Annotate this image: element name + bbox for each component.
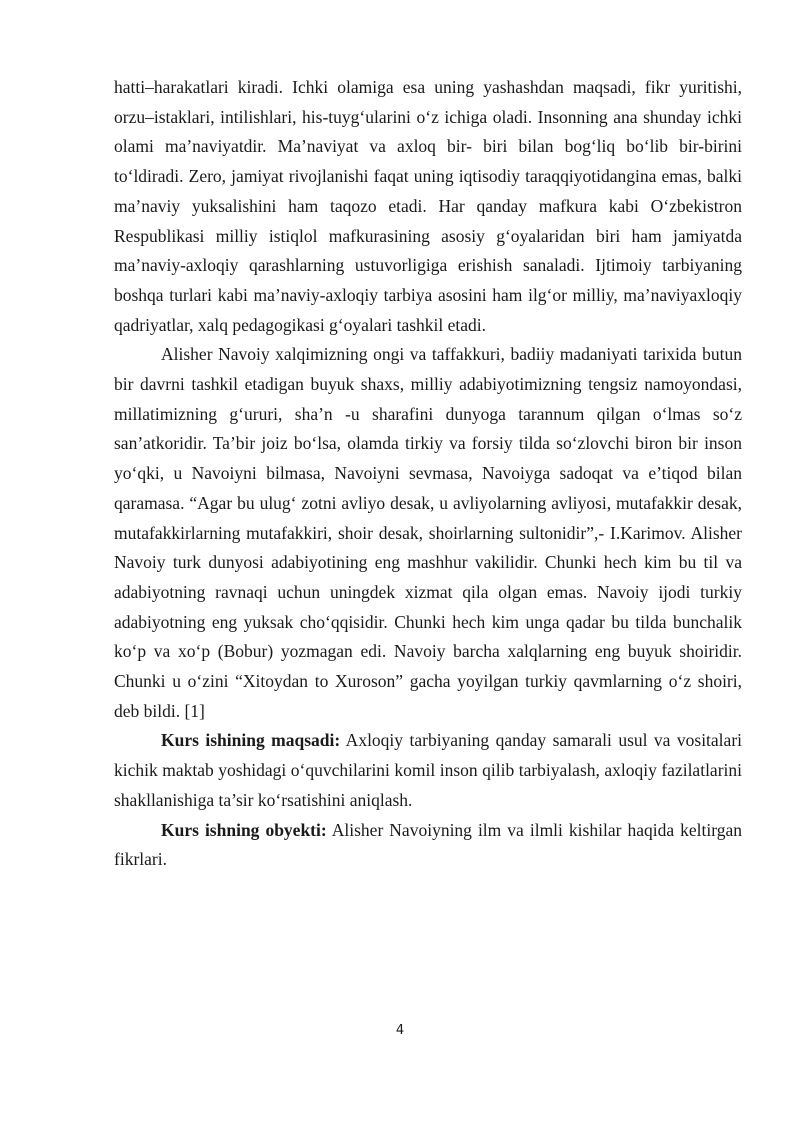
paragraph-text: hatti–harakatlari kiradi. Ichki olamiga esa uning yashashdan maqsadi, fikr yuritishi, orzu–istaklari, intilishlari, his-tuyg‘ularini o‘z ichiga oladi. Insonning ana shunday ichki olami ma’naviyatdir. Ma’naviyat va axloq bir- biri bilan bog‘liq bo‘lib bir-birini to‘ldiradi. Zero, jamiyat rivojlanishi faqat uning iqtisodiy taraqqiyotidangina emas, balki ma’naviy yuksalishini ham taqozo etadi. Har qanday mafkura kabi O‘zbekistron Respublikasi milliy istiqlol mafkurasining asosiy g‘oyalaridan biri ham jamiyatda ma’naviy-axloqiy qarashlarning ustuvorligiga erishish sanaladi. Ijtimoiy tarbiyaning boshqa turlari kabi ma’naviy-axloqiy tarbiya asosini ham ilg‘or milliy, ma’naviyaxloqiy qadriyatlar, xalq pedagogikasi g‘oyalari tashkil etadi. (114, 77, 742, 335)
paragraph-intro-continuation (114, 73, 742, 340)
paragraph-text: Alisher Navoiyning ilm va ilmli kishilar haqida keltirgan fikrlari. (114, 819, 742, 870)
paragraph-lead-heading: Kurs ishning obyekti: (161, 819, 327, 840)
paragraph-text: Axloqiy tarbiyaning qanday samarali usul va vositalari kichik maktab yoshidagi o‘quvchilarini komil inson qilib tarbiyalash, axloqiy fazilatlarini shakllanishiga ta’sir ko‘rsatishini aniqlash. (114, 730, 743, 810)
document-body (114, 73, 742, 875)
paragraph-alisher-navoiy (114, 340, 742, 726)
paragraph-lead-heading: Kurs ishining maqsadi: (161, 730, 341, 751)
paragraph-course-goal (114, 726, 742, 815)
paragraph-course-object (114, 816, 742, 875)
paragraph-text: Alisher Navoiy xalqimizning ongi va taffakkuri, badiiy madaniyati tarixida butun bir davrni tashkil etadigan buyuk shaxs, milliy adabiyotimizning tengsiz namoyondasi, millatimizning g‘ururi, sha’n -u sharafini dunyoga tarannum qilgan o‘lmas so‘z san’atkoridir. Ta’bir joiz bo‘lsa, olamda tirkiy va forsiy tilda so‘zlovchi biron bir inson yo‘qki, u Navoiyni bilmasa, Navoiyni sevmasa, Navoiyga sadoqat va e’tiqod bilan qaramasa. “Agar bu ulug‘ zotni avliyo desak, u avliyolarning avliyosi, mutafakkir desak, mutafakkirlarning mutafakkiri, shoir desak, shoirlarning sultonidir”,- I.Karimov. Alisher Navoiy turk dunyosi adabiyotining eng mashhur vakilidir. Chunki hech kim bu til va adabiyotning ravnaqi uchun uningdek xizmat qila olgan emas. Navoiy ijodi turkiy adabiyotning eng yuksak cho‘qqisidir. Chunki hech kim unga qadar bu tilda bunchalik ko‘p va xo‘p (Bobur) yozmagan edi. Navoiy barcha xalqlarning eng buyuk shoiridir. Chunki u o‘zini “Xitoydan to Xuroson” gacha yoyilgan turkiy qavmlarning o‘z shoiri, deb bildi. [1] (114, 344, 742, 721)
page-number: 4 (395, 1023, 405, 1038)
